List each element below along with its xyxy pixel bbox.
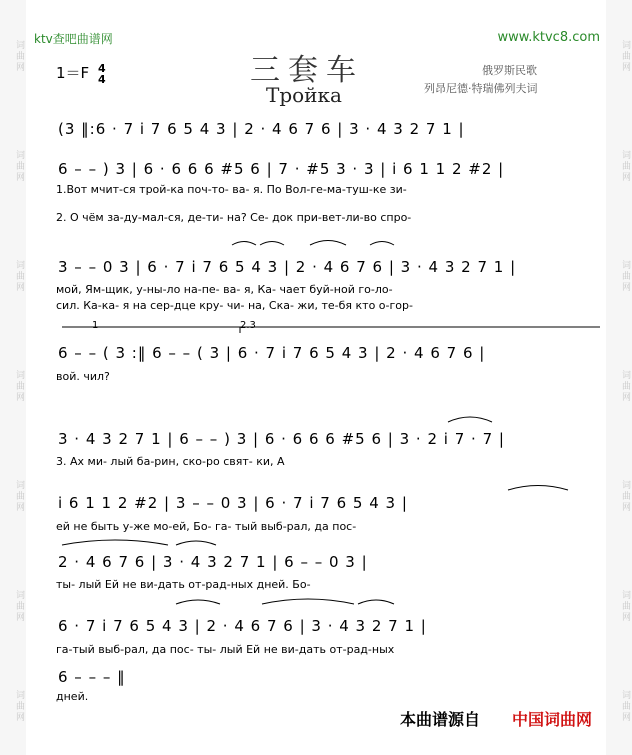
source-label: 本曲谱源自 xyxy=(400,710,481,729)
site-url-right: www.ktvc8.com xyxy=(497,30,600,45)
key-signature xyxy=(56,62,106,85)
lyric-line: га-тый выб-рал, да пос- ты- лый Ей не ви-дать от-рад-ных xyxy=(56,643,395,656)
watermark-text: 词曲网 xyxy=(620,590,630,623)
volta-first-label: 1 xyxy=(92,320,99,331)
watermark-text: 词曲网 xyxy=(14,590,24,623)
notation-line: 6 – – ( 3 :‖ 6 – – ( 3 | 6 · 7 i 7 6 5 4 3 | 2 · 4 6 7 6 | xyxy=(58,344,486,362)
notation-line: 6 · 7 i 7 6 5 4 3 | 2 · 4 6 7 6 | 3 · 4 3 2 7 1 | xyxy=(58,617,427,635)
notation-line: 2 · 4 6 7 6 | 3 · 4 3 2 7 1 | 6 – – 0 3 | xyxy=(58,553,368,571)
watermark-text: 词曲网 xyxy=(14,150,24,183)
lyric-line: дней. xyxy=(56,690,89,703)
credit-lyricist: 列昂尼德·特瑞佛列夫词 xyxy=(424,82,538,95)
lyric-line: ей не быть у-же мо-ей, Бо- га- тый выб-рал, да пос- xyxy=(56,520,357,533)
song-title-chinese: 三套车 xyxy=(250,53,364,88)
watermark-text: 词曲网 xyxy=(620,690,630,723)
notation-line: 3 – – 0 3 | 6 · 7 i 7 6 5 4 3 | 2 · 4 6 7 6 | 3 · 4 3 2 7 1 | xyxy=(58,258,517,276)
watermark-text: 词曲网 xyxy=(620,480,630,513)
lyric-line: 2. О чём за-ду-мал-ся, де-ти- на? Се- док при-вет-ли-во спро- xyxy=(56,211,412,224)
right-margin-strip xyxy=(606,0,632,755)
lyric-line: мой, Ям-щик, у-ны-ло на-пе- ва- я, Ка- чает буй-ной го-ло- xyxy=(56,283,393,296)
lyric-line: вой. чил? xyxy=(56,370,110,383)
song-title-russian: Тройка xyxy=(266,83,342,107)
site-name-left: ktv查吧曲谱网 xyxy=(34,32,113,46)
notation-line: 6 – – – ‖ xyxy=(58,668,126,686)
credit-origin: 俄罗斯民歌 xyxy=(482,64,537,77)
time-signature-top: 4 xyxy=(97,61,106,75)
time-signature-bottom: 4 xyxy=(97,72,106,86)
watermark-text: 词曲网 xyxy=(14,260,24,293)
watermark-text: 词曲网 xyxy=(14,370,24,403)
notation-line: i 6 1 1 2 #2 | 3 – – 0 3 | 6 · 7 i 7 6 5 4 3 | xyxy=(58,494,408,512)
watermark-text: 词曲网 xyxy=(14,40,24,73)
watermark-text: 词曲网 xyxy=(620,40,630,73)
source-site-name: 中国词曲网 xyxy=(512,710,593,729)
watermark-text: 词曲网 xyxy=(14,690,24,723)
key-label: 1＝F xyxy=(56,64,90,82)
notation-line: 6 – – ) 3 | 6 · 6 6 6 #5 6 | 7 · #5 3 · 3 | i 6 1 1 2 #2 | xyxy=(58,160,505,178)
lyric-line: 3. Ах ми- лый ба-рин, ско-ро свят- ки, А xyxy=(56,455,285,468)
time-signature xyxy=(98,63,106,85)
notation-line: (3 ‖:6 · 7 i 7 6 5 4 3 | 2 · 4 6 7 6 | 3 · 4 3 2 7 1 | xyxy=(58,120,465,138)
left-margin-strip xyxy=(0,0,26,755)
watermark-text: 词曲网 xyxy=(620,260,630,293)
watermark-text: 词曲网 xyxy=(620,150,630,183)
lyric-line: ты- лый Ей не ви-дать от-рад-ных дней. Бо- xyxy=(56,578,311,591)
watermark-text: 词曲网 xyxy=(14,480,24,513)
lyric-line: 1.Вот мчит-ся трой-ка поч-то- ва- я. По Вол-ге-ма-туш-ке зи- xyxy=(56,183,407,196)
notation-line: 3 · 4 3 2 7 1 | 6 – – ) 3 | 6 · 6 6 6 #5 6 | 3 · 2 i 7 · 7 | xyxy=(58,430,505,448)
lyric-line: сил. Ка-ка- я на сер-дце кру- чи- на, Ска- жи, те-бя кто о-гор- xyxy=(56,299,413,312)
watermark-text: 词曲网 xyxy=(620,370,630,403)
volta-second-label: 2.3 xyxy=(240,320,256,331)
